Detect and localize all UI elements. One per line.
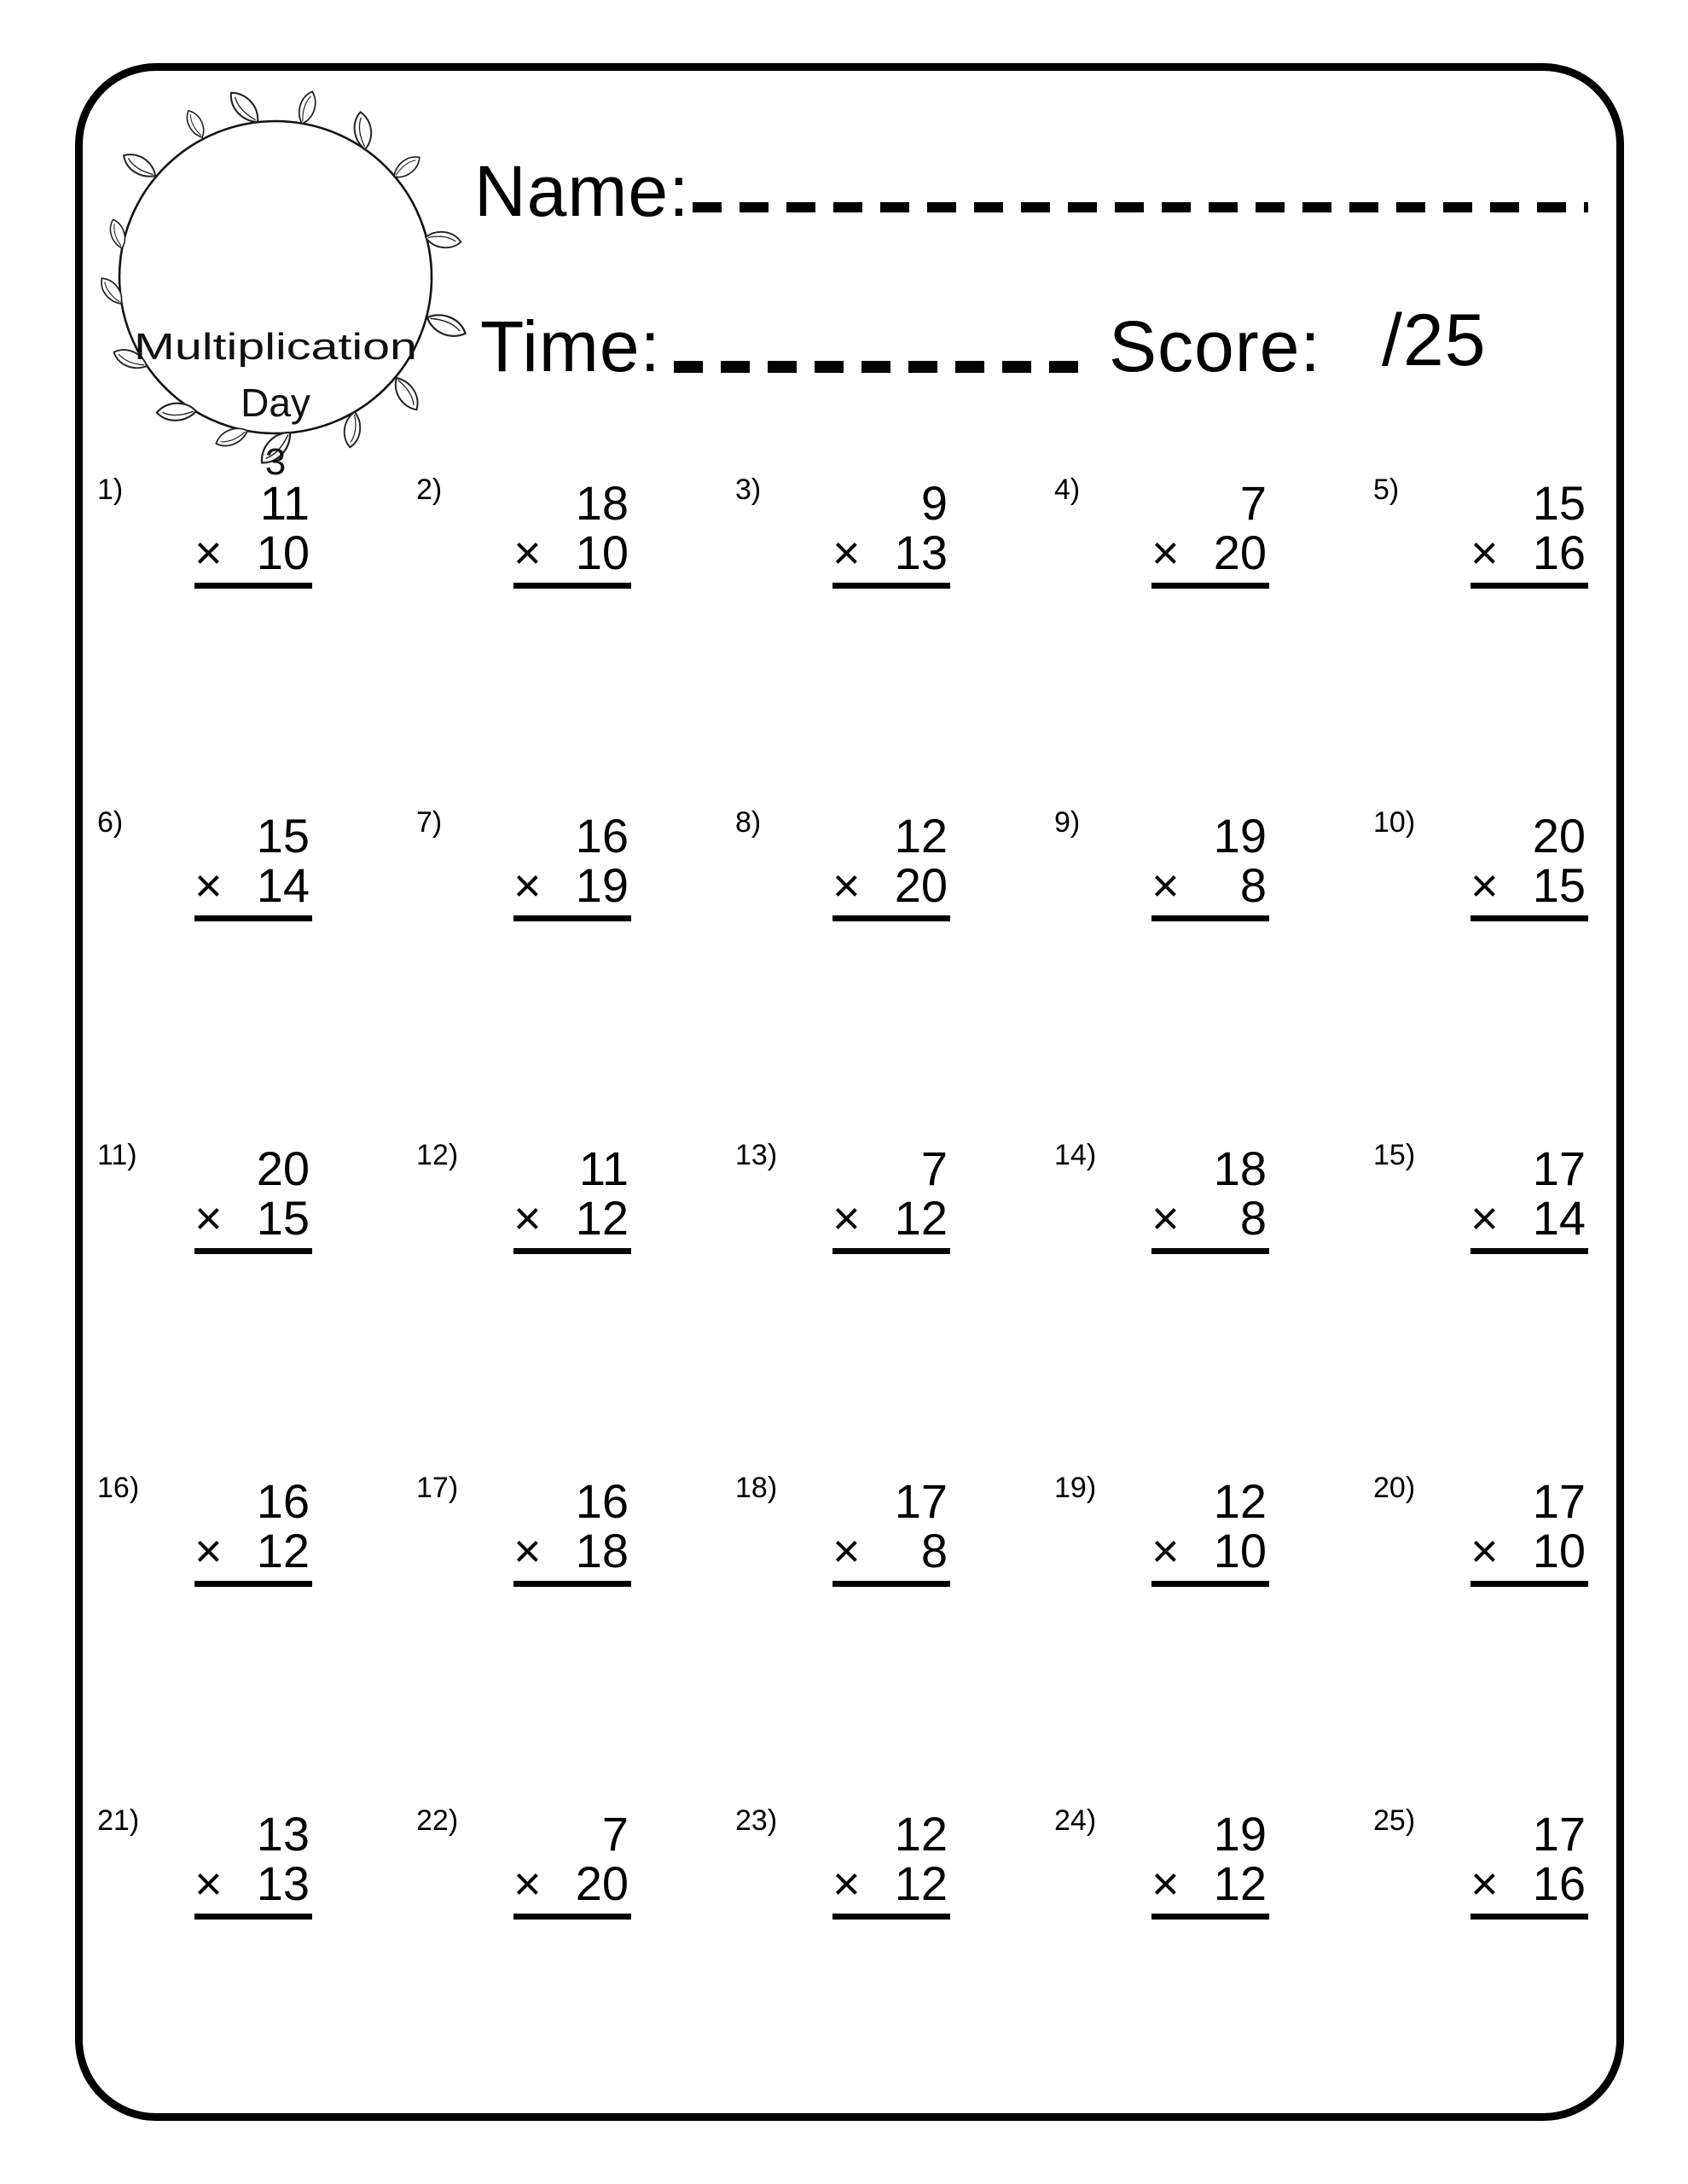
multiply-operator: × <box>194 1191 223 1245</box>
problem-bottom-row <box>194 858 310 912</box>
problem-cell <box>92 798 411 1130</box>
multiply-operator: × <box>1470 1524 1499 1577</box>
problem-bottom-row <box>194 1856 310 1910</box>
problem-number: 11) <box>97 1139 137 1171</box>
problem-work-area <box>832 1474 950 1587</box>
problem-cell <box>730 465 1049 798</box>
problem-number: 20) <box>1373 1472 1416 1504</box>
problem-work-area <box>1151 811 1269 921</box>
problem-top-operand: 19 <box>1213 1807 1267 1861</box>
problem-work-area <box>832 1141 950 1254</box>
problem-bottom-operand: 8 <box>920 1524 948 1577</box>
problem-bottom-operand: 13 <box>894 526 948 579</box>
problem-bottom-row <box>1470 1191 1586 1245</box>
problem-bottom-operand: 8 <box>1239 858 1267 912</box>
problem-cell <box>1049 798 1368 1130</box>
problem-number: 10) <box>1373 806 1416 839</box>
problem-bottom-row <box>513 1191 629 1245</box>
problem-number: 17) <box>416 1472 459 1504</box>
problem-bottom-row <box>832 1526 948 1576</box>
problem-work-area <box>194 1141 312 1254</box>
problem-bottom-operand: 16 <box>1532 526 1586 579</box>
problem-top-operand: 18 <box>1213 1141 1267 1195</box>
multiply-operator: × <box>513 1524 542 1577</box>
wreath-logo <box>113 109 442 483</box>
problem-bottom-row <box>1151 1191 1267 1245</box>
multiply-operator: × <box>513 1191 542 1245</box>
problem-cell <box>1368 1796 1687 2129</box>
problem-bottom-row <box>832 858 948 912</box>
score-label: Score: <box>1109 306 1321 386</box>
problem-bottom-operand: 12 <box>575 1191 629 1245</box>
problem-bottom-row <box>1151 1856 1267 1910</box>
problem-top-operand: 7 <box>920 1141 948 1195</box>
problem-work-area <box>832 811 950 921</box>
problem-number: 8) <box>735 806 762 839</box>
multiply-operator: × <box>1151 858 1180 912</box>
problem-number: 14) <box>1054 1139 1097 1171</box>
problem-number: 3) <box>735 473 762 506</box>
problem-top-operand: 13 <box>256 1807 310 1861</box>
problem-bottom-row <box>1470 528 1586 578</box>
problem-bottom-row <box>513 1526 629 1576</box>
multiply-operator: × <box>194 1856 223 1910</box>
multiply-operator: × <box>513 1856 542 1910</box>
problem-work-area <box>832 476 950 589</box>
score-denominator: /25 <box>1382 299 1487 381</box>
problem-bottom-operand: 10 <box>1532 1524 1586 1577</box>
problem-top-operand: 11 <box>578 1141 629 1195</box>
problem-bottom-row <box>832 528 948 578</box>
problem-work-area <box>513 476 631 589</box>
problem-bottom-row <box>513 858 629 912</box>
problem-work-area <box>1151 1809 1269 1920</box>
multiply-operator: × <box>194 526 223 579</box>
problem-top-operand: 7 <box>1239 476 1267 530</box>
problem-work-area <box>1151 1474 1269 1587</box>
problem-number: 4) <box>1054 473 1081 506</box>
problem-number: 15) <box>1373 1139 1416 1171</box>
logo-title-line3: 3 <box>264 441 287 483</box>
problem-number: 21) <box>97 1804 140 1837</box>
problem-bottom-row <box>1470 858 1586 912</box>
problem-bottom-operand: 18 <box>575 1524 629 1577</box>
problem-work-area <box>832 1809 950 1920</box>
problem-cell <box>92 1463 411 1796</box>
problem-bottom-operand: 15 <box>256 1191 310 1245</box>
problem-cell <box>411 1463 730 1796</box>
problem-bottom-operand: 12 <box>1213 1856 1267 1910</box>
problem-number: 25) <box>1373 1804 1416 1837</box>
problem-top-operand: 16 <box>256 1474 310 1528</box>
multiply-operator: × <box>1151 1856 1180 1910</box>
problem-number: 24) <box>1054 1804 1097 1837</box>
problem-cell <box>1368 465 1687 798</box>
problem-number: 19) <box>1054 1472 1097 1504</box>
problem-bottom-operand: 12 <box>894 1856 948 1910</box>
problem-bottom-operand: 20 <box>575 1856 629 1910</box>
problem-top-operand: 15 <box>256 809 310 863</box>
multiply-operator: × <box>1151 1191 1180 1245</box>
problem-bottom-row <box>832 1191 948 1245</box>
problem-cell <box>411 1130 730 1463</box>
problem-number: 16) <box>97 1472 140 1504</box>
problem-work-area <box>513 811 631 921</box>
problem-bottom-operand: 10 <box>575 526 629 579</box>
problem-cell <box>1049 1463 1368 1796</box>
problem-bottom-row <box>194 1191 310 1245</box>
problem-work-area <box>1470 1474 1588 1587</box>
multiply-operator: × <box>1470 858 1499 912</box>
problem-number: 12) <box>416 1139 459 1171</box>
logo-title-line2: Day <box>241 380 310 425</box>
problem-number: 23) <box>735 1804 778 1837</box>
problem-cell <box>92 465 411 798</box>
problem-work-area <box>1470 1141 1588 1254</box>
problem-bottom-row <box>513 1856 629 1910</box>
problem-bottom-row <box>1470 1526 1586 1576</box>
problem-work-area <box>194 811 312 921</box>
problem-bottom-operand: 13 <box>256 1856 310 1910</box>
problem-bottom-operand: 10 <box>1213 1524 1267 1577</box>
problem-top-operand: 17 <box>1532 1474 1586 1528</box>
problem-top-operand: 15 <box>1532 476 1586 530</box>
problem-number: 13) <box>735 1139 778 1171</box>
problem-work-area <box>1470 811 1588 921</box>
problem-cell <box>411 798 730 1130</box>
time-label: Time: <box>480 306 661 386</box>
problem-bottom-operand: 12 <box>256 1524 310 1577</box>
problem-top-operand: 20 <box>256 1141 310 1195</box>
problem-bottom-row <box>194 1526 310 1576</box>
problem-cell <box>1368 798 1687 1130</box>
problem-cell <box>1049 1130 1368 1463</box>
problem-number: 2) <box>416 473 443 506</box>
problem-work-area <box>1470 1809 1588 1920</box>
problem-bottom-operand: 14 <box>256 858 310 912</box>
problem-cell <box>730 1130 1049 1463</box>
problem-bottom-operand: 16 <box>1532 1856 1586 1910</box>
multiply-operator: × <box>194 858 223 912</box>
time-blank-line <box>674 361 1092 373</box>
problem-cell <box>730 1463 1049 1796</box>
problem-top-operand: 16 <box>575 809 629 863</box>
problem-bottom-row <box>194 528 310 578</box>
problem-cell <box>411 1796 730 2129</box>
problem-top-operand: 17 <box>1532 1807 1586 1861</box>
problem-cell <box>1049 1796 1368 2129</box>
problem-bottom-row <box>1151 1526 1267 1576</box>
problem-top-operand: 9 <box>920 476 948 530</box>
problem-number: 22) <box>416 1804 459 1837</box>
multiply-operator: × <box>194 1524 223 1577</box>
problem-cell <box>730 798 1049 1130</box>
problem-number: 9) <box>1054 806 1081 839</box>
problem-work-area <box>194 1474 312 1587</box>
problem-cell <box>1368 1130 1687 1463</box>
problem-top-operand: 17 <box>1532 1141 1586 1195</box>
problem-bottom-row <box>1151 528 1267 578</box>
problem-top-operand: 20 <box>1532 809 1586 863</box>
problem-top-operand: 19 <box>1213 809 1267 863</box>
multiply-operator: × <box>1470 1856 1499 1910</box>
multiply-operator: × <box>513 526 542 579</box>
problem-top-operand: 18 <box>575 476 629 530</box>
problem-bottom-operand: 19 <box>575 858 629 912</box>
problem-number: 6) <box>97 806 124 839</box>
problem-cell <box>92 1130 411 1463</box>
problem-cell <box>1049 465 1368 798</box>
logo-title-line1: Multiplication <box>134 326 417 368</box>
problem-work-area <box>1470 476 1588 589</box>
problem-bottom-operand: 10 <box>256 526 310 579</box>
multiply-operator: × <box>832 1856 861 1910</box>
problem-top-operand: 12 <box>894 809 948 863</box>
problem-work-area <box>194 476 312 589</box>
problem-number: 7) <box>416 806 443 839</box>
problem-bottom-operand: 15 <box>1532 858 1586 912</box>
problem-number: 18) <box>735 1472 778 1504</box>
problem-bottom-operand: 8 <box>1239 1191 1267 1245</box>
problem-bottom-row <box>1151 858 1267 912</box>
problem-work-area <box>1151 1141 1269 1254</box>
problem-cell <box>411 465 730 798</box>
problem-bottom-operand: 12 <box>894 1191 948 1245</box>
multiply-operator: × <box>832 1191 861 1245</box>
multiply-operator: × <box>832 526 861 579</box>
multiply-operator: × <box>832 858 861 912</box>
problem-cell <box>92 1796 411 2129</box>
problem-bottom-row <box>832 1856 948 1910</box>
problem-top-operand: 17 <box>894 1474 948 1528</box>
multiply-operator: × <box>1470 526 1499 579</box>
problem-work-area <box>1151 476 1269 589</box>
problem-top-operand: 7 <box>601 1807 629 1861</box>
multiply-operator: × <box>832 1524 861 1577</box>
problem-bottom-row <box>1470 1856 1586 1910</box>
problem-number: 1) <box>97 473 124 506</box>
problem-cell <box>730 1796 1049 2129</box>
multiply-operator: × <box>1151 1524 1180 1577</box>
problem-work-area <box>513 1474 631 1587</box>
multiply-operator: × <box>1470 1191 1499 1245</box>
name-label: Name: <box>474 151 690 231</box>
problem-work-area <box>513 1809 631 1920</box>
name-blank-line <box>693 202 1588 212</box>
multiply-operator: × <box>513 858 542 912</box>
problem-top-operand: 12 <box>1213 1474 1267 1528</box>
problem-top-operand: 12 <box>894 1807 948 1861</box>
problem-bottom-operand: 20 <box>894 858 948 912</box>
problem-bottom-operand: 20 <box>1213 526 1267 579</box>
problem-cell <box>1368 1463 1687 1796</box>
problem-top-operand: 16 <box>575 1474 629 1528</box>
problem-work-area <box>513 1141 631 1254</box>
problem-bottom-row <box>513 528 629 578</box>
problem-number: 5) <box>1373 473 1400 506</box>
problem-bottom-operand: 14 <box>1532 1191 1586 1245</box>
multiply-operator: × <box>1151 526 1180 579</box>
problem-top-operand: 11 <box>259 476 310 530</box>
problem-work-area <box>194 1809 312 1920</box>
